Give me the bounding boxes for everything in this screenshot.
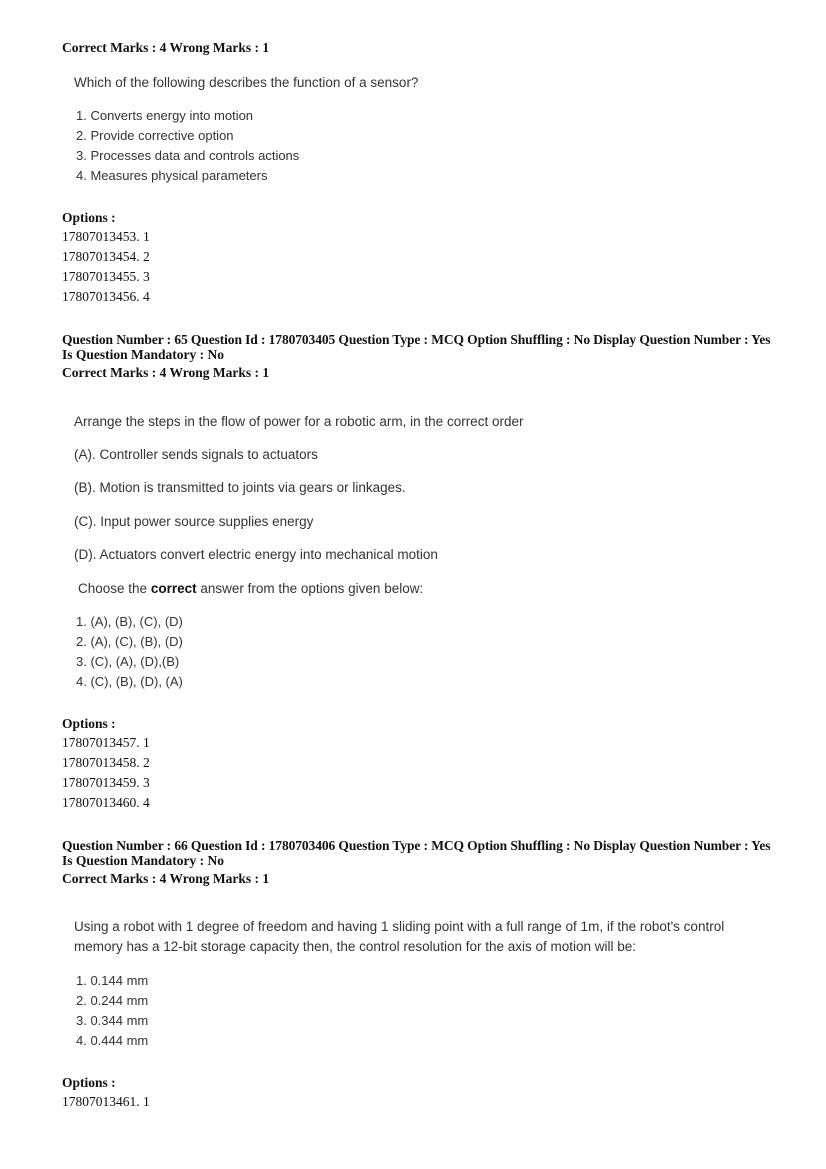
choice-item: 1. 0.144 mm [76,973,149,988]
question-header: Question Number : 66 Question Id : 1780703406 Question Type : MCQ Option Shuffling : No Display Question Number : Yes [62,838,771,853]
step-item: (A). Controller sends signals to actuators [74,447,318,462]
step-item: (D). Actuators convert electric energy into mechanical motion [74,547,438,562]
choose-instruction: Choose the correct answer from the options given below: [78,581,424,596]
option-id: 17807013457. 1 [62,735,150,750]
choice-item: 2. 0.244 mm [76,993,149,1008]
option-id: 17807013461. 1 [62,1094,150,1109]
choice-item: 3. 0.344 mm [76,1013,149,1028]
choice-item: 3. Processes data and controls actions [76,148,300,163]
marks-line: Correct Marks : 4 Wrong Marks : 1 [62,40,270,55]
option-id: 17807013456. 4 [62,289,150,304]
choice-item: 2. Provide corrective option [76,128,234,143]
question-text: Arrange the steps in the flow of power for a robotic arm, in the correct order [74,414,524,429]
option-id: 17807013453. 1 [62,229,150,244]
choice-item: 4. 0.444 mm [76,1033,149,1048]
choice-item: 1. Converts energy into motion [76,108,254,123]
option-id: 17807013454. 2 [62,249,150,264]
options-label: Options : [62,210,116,225]
choice-item: 4. (C), (B), (D), (A) [76,674,183,689]
mandatory-line: Is Question Mandatory : No [62,853,225,868]
option-id: 17807013458. 2 [62,755,150,770]
question-header: Question Number : 65 Question Id : 1780703405 Question Type : MCQ Option Shuffling : No Display Question Number : Yes [62,332,771,347]
choice-item: 2. (A), (C), (B), (D) [76,634,183,649]
mandatory-line: Is Question Mandatory : No [62,347,225,362]
option-id: 17807013460. 4 [62,795,150,810]
choice-item: 3. (C), (A), (D),(B) [76,654,180,669]
step-item: (C). Input power source supplies energy [74,514,314,529]
question-text: Using a robot with 1 degree of freedom and having 1 sliding point with a full range of 1m, if the robot's control [74,919,725,934]
option-id: 17807013459. 3 [62,775,150,790]
option-id: 17807013455. 3 [62,269,150,284]
marks-line: Correct Marks : 4 Wrong Marks : 1 [62,871,270,886]
marks-line: Correct Marks : 4 Wrong Marks : 1 [62,365,270,380]
question-text: Which of the following describes the function of a sensor? [74,75,419,90]
choice-item: 4. Measures physical parameters [76,168,268,183]
step-item: (B). Motion is transmitted to joints via gears or linkages. [74,480,406,495]
options-label: Options : [62,1075,116,1090]
choice-item: 1. (A), (B), (C), (D) [76,614,183,629]
options-label: Options : [62,716,116,731]
question-text: memory has a 12-bit storage capacity then, the control resolution for the axis of motion will be: [74,939,637,954]
